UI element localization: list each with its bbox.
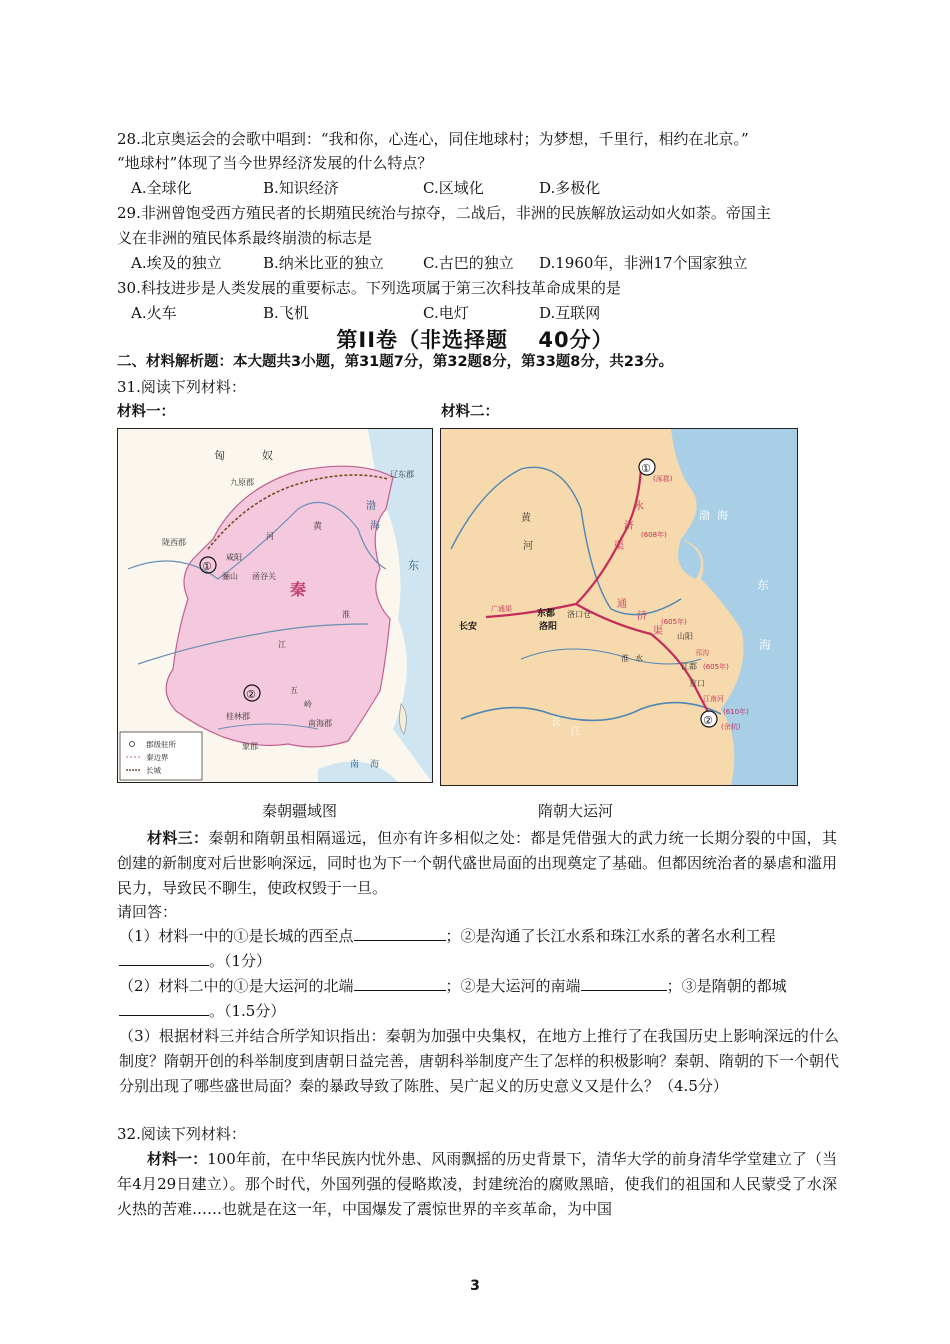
q28-option-c: C.区域化 xyxy=(423,179,484,197)
q30-option-c: C.电灯 xyxy=(423,304,469,322)
sui-marker-2: ② xyxy=(703,714,713,727)
sui-label-shui: 水 xyxy=(635,654,643,663)
q30-option-b: B.飞机 xyxy=(263,304,309,322)
qin-map-graphic xyxy=(118,429,432,782)
q28-option-d: D.多极化 xyxy=(539,179,601,197)
sui-label-jingkou: 京口 xyxy=(689,679,705,688)
qin-map-caption: 秦朝疆域图 xyxy=(262,802,338,820)
q32-material1-label: 材料一： xyxy=(147,1150,208,1168)
q29-line2: 义在非洲的殖民体系最终崩溃的标志是 xyxy=(117,229,373,247)
sui-label-he: 河 xyxy=(523,541,533,552)
qin-label-lishan: 骊山 xyxy=(222,572,238,581)
q31-material1-label: 材料一： xyxy=(117,404,175,420)
q31-material3-text: 秦朝和隋朝虽相隔遥远，但亦有许多相似之处：都是凭借强大的武力统一长期分裂的中国，其创建的新制度对后世影响深远，同时也为下一个朝代盛世局面的出现奠定了基础。但都因统治者的暴虐和滥用民力，导致民不聊生，使政权毁于一旦。 xyxy=(117,829,838,897)
q31-sub2-text-d: 。（1.5分） xyxy=(209,1002,286,1020)
sui-year-1: (608年) xyxy=(641,531,667,539)
qin-marker-2: ② xyxy=(246,688,256,701)
qin-marker-1: ① xyxy=(202,560,212,573)
sui-label-yong: 永 xyxy=(634,501,644,512)
sui-label-jiangdu: 江都 xyxy=(681,662,697,671)
qin-label-xiong: 匈 xyxy=(214,449,225,462)
qin-label-nan: 南 xyxy=(350,760,360,770)
q30-option-a: A.火车 xyxy=(131,304,177,322)
sui-label-jiangnanhe: 江南河 xyxy=(703,695,724,703)
qin-label-guilin: 桂林郡 xyxy=(226,712,250,721)
qin-territory-map xyxy=(117,428,433,783)
page-number: 3 xyxy=(470,1278,480,1294)
q31-sub2-text-a: （2）材料二中的①是大运河的北端 xyxy=(119,977,354,995)
qin-label-longxi: 陇西郡 xyxy=(162,538,186,547)
q29-option-b: B.纳米比亚的独立 xyxy=(263,254,384,272)
q31-sub1-text-c: 。（1分） xyxy=(209,952,272,970)
qin-label-hanguguan: 函谷关 xyxy=(252,572,276,581)
qin-legend-2: 秦边界 xyxy=(146,753,169,762)
qin-label-jiuyuan: 九原郡 xyxy=(230,478,254,487)
sui-label-hangou: 邗沟 xyxy=(695,649,709,657)
answer-blank-sub1-2[interactable] xyxy=(119,951,209,966)
q32-intro: 32.阅读下列材料： xyxy=(117,1125,246,1143)
answer-blank-sub2-1[interactable] xyxy=(354,976,446,991)
q32-material1-text: 100年前，在中华民族内忧外患、风雨飘摇的历史背景下，清华大学的前身清华学堂建立了（当年4月29日建立）。那个时代，外国列强的侵略欺凌，封建统治的腐败黑暗，使我们的祖国和人民蒙受了水深火热的苦难……也就是在这一年，中国爆发了震惊世界的辛亥革命，为中国 xyxy=(117,1150,837,1218)
sui-label-donghai: 海 xyxy=(759,638,772,652)
q30-line1: 30.科技进步是人类发展的重要标志。下列选项属于第三次科技革命成果的是 xyxy=(117,279,621,297)
qin-label-hai: 海 xyxy=(370,521,380,532)
sui-label-shanyang: 山阳 xyxy=(677,632,693,641)
sui-label-luokoucang: 洛口仓 xyxy=(567,610,591,619)
sui-label-luoyang: 洛阳 xyxy=(539,622,558,632)
qin-label-nanhai-jun: 南海郡 xyxy=(308,719,332,728)
sui-label-dong: 东 xyxy=(757,578,770,592)
qin-legend-1: 郡级驻所 xyxy=(146,740,176,749)
q29-option-a: A.埃及的独立 xyxy=(131,254,222,272)
sui-label-ji2: 济 xyxy=(637,611,647,622)
qin-legend-3: 长城 xyxy=(146,766,161,775)
q29-options xyxy=(131,252,748,273)
q28-option-b: B.知识经济 xyxy=(263,179,339,197)
q31-material3-label: 材料三： xyxy=(147,829,209,847)
q31-material3 xyxy=(117,826,837,901)
answer-blank-sub2-3[interactable] xyxy=(119,1001,209,1016)
qin-label-nanhai-sea: 海 xyxy=(370,760,380,770)
qin-label-liaodong: 辽东郡 xyxy=(390,470,414,479)
sui-label-qu: 渠 xyxy=(614,541,624,552)
q28-options xyxy=(131,177,600,198)
sui-label-huai: 淮 xyxy=(621,654,629,663)
sui-label-bo: 渤 xyxy=(699,509,710,522)
qin-label-ling: 岭 xyxy=(304,700,312,709)
qin-label-qin: 秦 xyxy=(290,580,307,599)
q28-option-a: A.全球化 xyxy=(131,179,192,197)
answer-blank-sub2-2[interactable] xyxy=(581,976,667,991)
qin-label-dong: 东 xyxy=(408,559,419,572)
qin-label-he: 河 xyxy=(266,532,274,541)
q28-line1: 28.北京奥运会的会歌中唱到：“我和你，心连心，同住地球村；为梦想，千里行，相约在北京。” xyxy=(117,130,749,148)
q31-material2-label: 材料二： xyxy=(441,404,499,420)
q29-option-c: C.古巴的独立 xyxy=(423,254,514,272)
qin-label-wu: 五 xyxy=(290,686,298,695)
qin-label-nu: 奴 xyxy=(262,449,273,462)
q31-intro: 31.阅读下列材料： xyxy=(117,378,246,396)
q32-material1 xyxy=(117,1147,837,1222)
answer-blank-sub1-1[interactable] xyxy=(354,926,446,941)
q31-ask: 请回答： xyxy=(117,903,178,921)
sui-label-guangtongqu: 广通渠 xyxy=(491,605,512,613)
q31-sub2-text-b: ；②是大运河的南端 xyxy=(445,977,581,995)
sui-map-graphic xyxy=(441,429,797,785)
qin-label-huai: 淮 xyxy=(342,610,350,619)
sui-label-zhuojun: (涿郡) xyxy=(653,475,673,483)
sui-label-huang: 黄 xyxy=(521,513,531,524)
sui-marker-1: ① xyxy=(641,462,651,475)
sui-map-caption: 隋朝大运河 xyxy=(538,802,614,820)
sui-label-changan: 长安 xyxy=(459,622,478,632)
q30-options xyxy=(131,302,600,323)
sui-canal-map xyxy=(440,428,798,786)
sui-label-bohai: 海 xyxy=(717,509,728,522)
q29-option-d: D.1960年，非洲17个国家独立 xyxy=(539,254,748,272)
sui-label-dongdu: 东都 xyxy=(537,609,556,619)
sui-label-jiang: 江 xyxy=(571,727,581,738)
sui-year-4: (610年) xyxy=(723,708,749,716)
sui-year-2: (605年) xyxy=(661,618,687,626)
q31-sub2-text-c: ；③是隋朝的都城 xyxy=(666,977,787,995)
sui-label-yuhang: (余杭) xyxy=(721,723,741,731)
q28-line2: “地球村”体现了当今世界经济发展的什么特点？ xyxy=(117,154,433,172)
sui-year-3: (605年) xyxy=(703,663,729,671)
q31-sub1-text-b: ；②是沟通了长江水系和珠江水系的著名水利工程 xyxy=(445,927,776,945)
qin-label-xianyang: 咸阳 xyxy=(226,553,242,562)
sui-label-tong: 通 xyxy=(617,599,627,610)
q31-sub2 xyxy=(119,974,839,1024)
q31-sub3: （3）根据材料三并结合所学知识指出：秦朝为加强中央集权，在地方上推行了在我国历史上影响深远的什么制度？隋朝开创的科举制度到唐朝日益完善，唐朝科举制度产生了怎样的积极影响？秦朝、隋朝的下一个朝代分别出现了哪些盛世局面？秦的暴政导致了陈胜、吴广起义的历史意义又是什么？（4.5分） xyxy=(119,1027,840,1095)
q29-line1: 29.非洲曾饱受西方殖民者的长期殖民统治与掠夺，二战后，非洲的民族解放运动如火如荼。帝国主 xyxy=(117,204,771,222)
q31-sub1 xyxy=(119,924,839,974)
sui-label-chang: 长 xyxy=(551,717,561,728)
qin-label-huang: 黄 xyxy=(313,522,323,532)
qin-label-jiang: 江 xyxy=(278,640,286,649)
qin-label-bo: 渤 xyxy=(366,501,376,512)
sui-label-ji: 济 xyxy=(624,521,634,532)
qin-label-xiang: 象郡 xyxy=(242,742,258,751)
sui-label-qu2: 渠 xyxy=(653,626,663,637)
section-heading: 二、材料解析题：本大题共3小题，第31题7分，第32题8分，第33题8分，共23分。 xyxy=(117,354,674,370)
section-title: 第II卷（非选择题 40分） xyxy=(336,328,614,352)
q30-option-d: D.互联网 xyxy=(539,304,601,322)
q31-sub1-text-a: （1）材料一中的①是长城的西至点 xyxy=(119,927,354,945)
